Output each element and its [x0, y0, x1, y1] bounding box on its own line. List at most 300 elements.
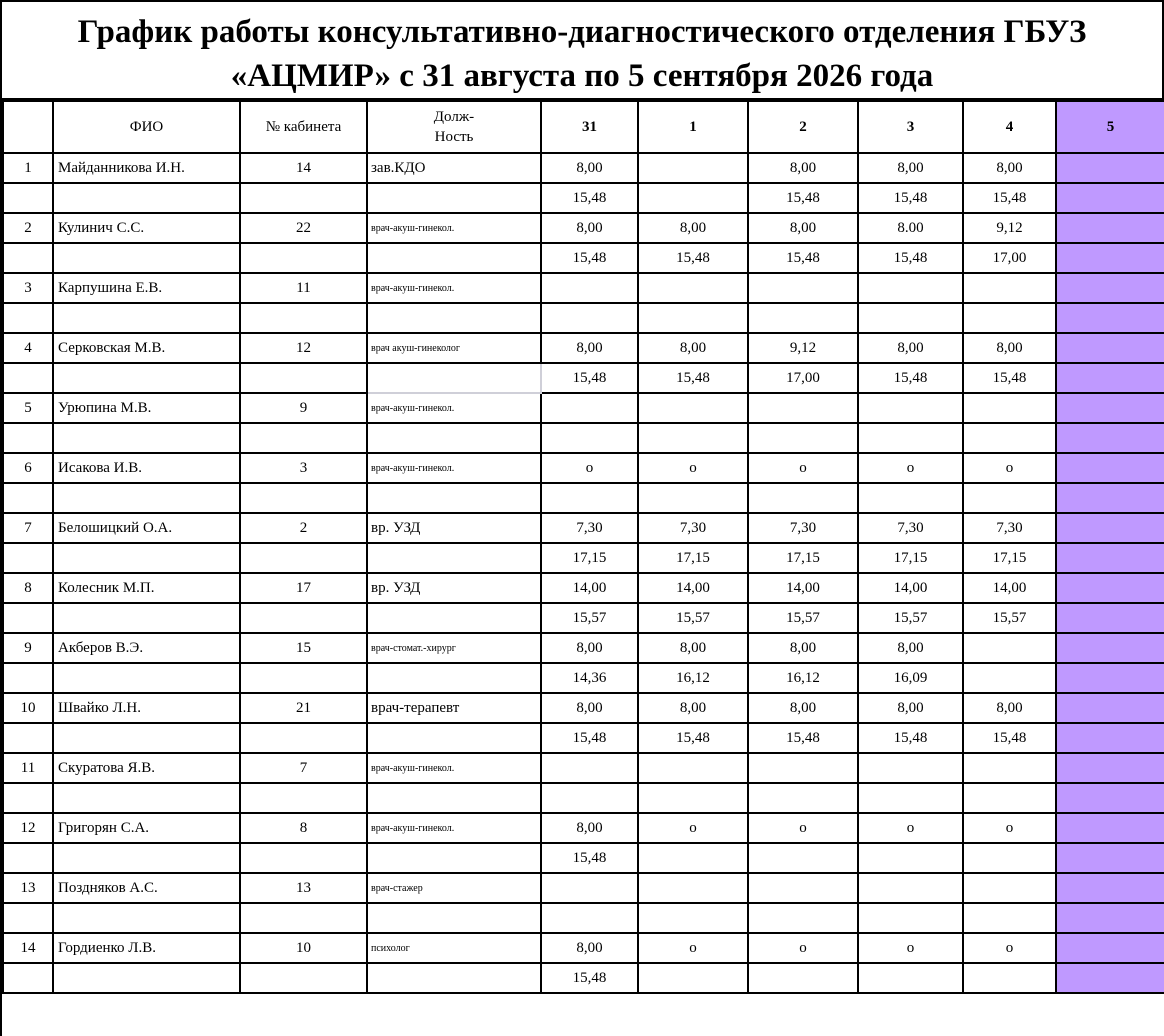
start-time-cell: о	[748, 453, 858, 483]
page-title	[2, 0, 1164, 100]
start-time-cell	[1056, 693, 1164, 723]
end-time-cell: 16,09	[858, 663, 963, 693]
start-time-cell: 14,00	[963, 573, 1056, 603]
room-number-blank	[240, 423, 367, 453]
table-row	[3, 873, 1164, 903]
staff-name-blank	[53, 663, 240, 693]
room-number: 12	[240, 333, 367, 363]
end-time-cell	[748, 483, 858, 513]
header-row	[3, 101, 1164, 153]
start-time-cell	[963, 393, 1056, 423]
table-row	[3, 303, 1164, 333]
row-number-blank	[3, 543, 53, 573]
table-row	[3, 573, 1164, 603]
end-time-cell: 15,48	[638, 723, 748, 753]
start-time-cell: о	[858, 453, 963, 483]
staff-name: Скуратова Я.В.	[53, 753, 240, 783]
room-number-blank	[240, 843, 367, 873]
start-time-cell	[1056, 333, 1164, 363]
header-room: № кабинета	[240, 101, 367, 153]
staff-position: врач-стомат.-хирург	[367, 633, 541, 663]
staff-name: Гордиенко Л.В.	[53, 933, 240, 963]
staff-position-blank	[367, 183, 541, 213]
row-number-blank	[3, 483, 53, 513]
end-time-cell	[1056, 483, 1164, 513]
staff-position: вр. УЗД	[367, 573, 541, 603]
table-row	[3, 153, 1164, 183]
start-time-cell: 8,00	[541, 333, 638, 363]
start-time-cell: 8,00	[858, 693, 963, 723]
end-time-cell	[858, 303, 963, 333]
start-time-cell: о	[963, 813, 1056, 843]
end-time-cell: 17,15	[541, 543, 638, 573]
start-time-cell	[963, 873, 1056, 903]
start-time-cell	[638, 273, 748, 303]
room-number-blank	[240, 723, 367, 753]
row-number-blank	[3, 243, 53, 273]
end-time-cell	[1056, 303, 1164, 333]
end-time-cell: 14,36	[541, 663, 638, 693]
table-row	[3, 813, 1164, 843]
room-number-blank	[240, 783, 367, 813]
end-time-cell	[638, 423, 748, 453]
start-time-cell: 8,00	[748, 693, 858, 723]
start-time-cell: 8,00	[748, 633, 858, 663]
end-time-cell	[638, 303, 748, 333]
end-time-cell	[963, 783, 1056, 813]
start-time-cell	[1056, 513, 1164, 543]
staff-name-blank	[53, 243, 240, 273]
end-time-cell: 17,15	[748, 543, 858, 573]
staff-position-blank	[367, 783, 541, 813]
staff-name-blank	[53, 903, 240, 933]
start-time-cell	[541, 753, 638, 783]
start-time-cell	[1056, 273, 1164, 303]
start-time-cell: о	[541, 453, 638, 483]
staff-position-blank	[367, 483, 541, 513]
table-row	[3, 273, 1164, 303]
room-number: 17	[240, 573, 367, 603]
start-time-cell: 14,00	[541, 573, 638, 603]
staff-position: врач-акуш-гинекол.	[367, 753, 541, 783]
end-time-cell	[638, 783, 748, 813]
room-number: 22	[240, 213, 367, 243]
start-time-cell: 8,00	[541, 693, 638, 723]
end-time-cell: 15,48	[541, 723, 638, 753]
table-row	[3, 963, 1164, 993]
table-row	[3, 843, 1164, 873]
start-time-cell: 7,30	[858, 513, 963, 543]
staff-position-blank	[367, 963, 541, 993]
start-time-cell: о	[748, 933, 858, 963]
start-time-cell: 8,00	[541, 153, 638, 183]
row-number-blank	[3, 603, 53, 633]
staff-name: Карпушина Е.В.	[53, 273, 240, 303]
table-row	[3, 633, 1164, 663]
title-line-2: «АЦМИР» с 31 августа по 5 сентября 2026 года	[230, 58, 934, 94]
staff-position-blank	[367, 603, 541, 633]
end-time-cell: 17,00	[748, 363, 858, 393]
header-day: 2	[748, 101, 858, 153]
staff-name-blank	[53, 483, 240, 513]
end-time-cell	[638, 483, 748, 513]
room-number: 11	[240, 273, 367, 303]
row-number-blank	[3, 903, 53, 933]
end-time-cell	[638, 903, 748, 933]
end-time-cell	[1056, 603, 1164, 633]
end-time-cell	[963, 843, 1056, 873]
staff-position-blank	[367, 303, 541, 333]
table-row	[3, 783, 1164, 813]
start-time-cell: 8,00	[858, 633, 963, 663]
end-time-cell	[858, 423, 963, 453]
start-time-cell: 8,00	[858, 333, 963, 363]
room-number-blank	[240, 363, 367, 393]
end-time-cell	[748, 963, 858, 993]
staff-position: врач-акуш-гинекол.	[367, 453, 541, 483]
staff-name-blank	[53, 303, 240, 333]
staff-position: психолог	[367, 933, 541, 963]
staff-position-blank	[367, 843, 541, 873]
room-number-blank	[240, 543, 367, 573]
end-time-cell	[1056, 363, 1164, 393]
row-number: 6	[3, 453, 53, 483]
title-line-1: График работы консультативно-диагностического отделения ГБУЗ	[77, 14, 1087, 50]
start-time-cell: 8,00	[963, 693, 1056, 723]
row-number: 4	[3, 333, 53, 363]
header-position-line-2: Ность	[434, 129, 474, 145]
header-day: 31	[541, 101, 638, 153]
start-time-cell	[541, 873, 638, 903]
start-time-cell: 8,00	[541, 213, 638, 243]
end-time-cell	[748, 423, 858, 453]
end-time-cell	[1056, 663, 1164, 693]
start-time-cell: о	[638, 453, 748, 483]
end-time-cell: 15,57	[748, 603, 858, 633]
start-time-cell	[858, 873, 963, 903]
staff-name: Григорян С.А.	[53, 813, 240, 843]
end-time-cell	[1056, 783, 1164, 813]
end-time-cell	[1056, 723, 1164, 753]
header-day: 4	[963, 101, 1056, 153]
table-row	[3, 333, 1164, 363]
start-time-cell: 8,00	[638, 333, 748, 363]
end-time-cell: 16,12	[638, 663, 748, 693]
start-time-cell: 8,00	[541, 813, 638, 843]
staff-name-blank	[53, 543, 240, 573]
start-time-cell	[1056, 153, 1164, 183]
start-time-cell: о	[963, 933, 1056, 963]
start-time-cell: о	[638, 933, 748, 963]
start-time-cell: 8,00	[638, 213, 748, 243]
end-time-cell: 15,48	[748, 183, 858, 213]
table-row	[3, 663, 1164, 693]
header-num	[3, 101, 53, 153]
row-number-blank	[3, 963, 53, 993]
end-time-cell	[638, 843, 748, 873]
staff-name-blank	[53, 963, 240, 993]
start-time-cell: 8,00	[748, 153, 858, 183]
start-time-cell	[748, 753, 858, 783]
end-time-cell: 17,15	[638, 543, 748, 573]
room-number-blank	[240, 243, 367, 273]
start-time-cell: 8,00	[638, 633, 748, 663]
end-time-cell: 15,48	[541, 843, 638, 873]
room-number: 10	[240, 933, 367, 963]
start-time-cell: 8,00	[541, 633, 638, 663]
end-time-cell	[858, 843, 963, 873]
end-time-cell: 15,48	[858, 723, 963, 753]
end-time-cell	[858, 903, 963, 933]
row-number: 2	[3, 213, 53, 243]
row-number: 5	[3, 393, 53, 423]
start-time-cell: 8,00	[858, 153, 963, 183]
staff-position-blank	[367, 363, 541, 393]
end-time-cell: 15,48	[963, 183, 1056, 213]
start-time-cell: 8.00	[858, 213, 963, 243]
room-number: 9	[240, 393, 367, 423]
start-time-cell	[638, 153, 748, 183]
staff-position: врач-акуш-гинекол.	[367, 813, 541, 843]
staff-position: врач-акуш-гинекол.	[367, 393, 541, 423]
staff-name-blank	[53, 423, 240, 453]
row-number-blank	[3, 183, 53, 213]
start-time-cell: 14,00	[858, 573, 963, 603]
end-time-cell	[638, 963, 748, 993]
end-time-cell: 16,12	[748, 663, 858, 693]
start-time-cell	[1056, 633, 1164, 663]
start-time-cell: 14,00	[638, 573, 748, 603]
end-time-cell	[1056, 243, 1164, 273]
end-time-cell	[1056, 903, 1164, 933]
staff-position-blank	[367, 543, 541, 573]
table-row	[3, 243, 1164, 273]
staff-name: Поздняков А.С.	[53, 873, 240, 903]
end-time-cell	[1056, 963, 1164, 993]
end-time-cell	[638, 183, 748, 213]
room-number: 13	[240, 873, 367, 903]
end-time-cell: 15,48	[638, 363, 748, 393]
start-time-cell	[963, 633, 1056, 663]
end-time-cell: 15,48	[541, 363, 638, 393]
room-number: 3	[240, 453, 367, 483]
row-number-blank	[3, 663, 53, 693]
end-time-cell: 15,48	[541, 963, 638, 993]
end-time-cell	[1056, 543, 1164, 573]
start-time-cell	[1056, 813, 1164, 843]
start-time-cell: 9,12	[963, 213, 1056, 243]
table-row	[3, 393, 1164, 423]
header-position	[367, 101, 541, 153]
table-row	[3, 753, 1164, 783]
end-time-cell: 17,15	[858, 543, 963, 573]
room-number-blank	[240, 183, 367, 213]
end-time-cell: 15,57	[541, 603, 638, 633]
room-number: 15	[240, 633, 367, 663]
staff-name-blank	[53, 183, 240, 213]
table-row	[3, 483, 1164, 513]
start-time-cell	[1056, 393, 1164, 423]
end-time-cell: 15,48	[858, 243, 963, 273]
start-time-cell	[638, 873, 748, 903]
end-time-cell: 15,48	[541, 243, 638, 273]
row-number: 7	[3, 513, 53, 543]
start-time-cell: 7,30	[638, 513, 748, 543]
table-row	[3, 213, 1164, 243]
start-time-cell: о	[638, 813, 748, 843]
row-number-blank	[3, 363, 53, 393]
staff-position: вр. УЗД	[367, 513, 541, 543]
room-number-blank	[240, 663, 367, 693]
start-time-cell	[858, 393, 963, 423]
room-number: 21	[240, 693, 367, 723]
start-time-cell	[1056, 873, 1164, 903]
end-time-cell	[963, 483, 1056, 513]
table-row	[3, 543, 1164, 573]
end-time-cell	[963, 903, 1056, 933]
start-time-cell	[638, 393, 748, 423]
start-time-cell: о	[858, 933, 963, 963]
end-time-cell	[858, 963, 963, 993]
staff-name-blank	[53, 363, 240, 393]
start-time-cell: 9,12	[748, 333, 858, 363]
room-number-blank	[240, 303, 367, 333]
staff-name-blank	[53, 603, 240, 633]
table-row	[3, 423, 1164, 453]
staff-position: врач акуш-гинеколог	[367, 333, 541, 363]
end-time-cell	[748, 303, 858, 333]
end-time-cell	[963, 303, 1056, 333]
table-row	[3, 603, 1164, 633]
end-time-cell	[963, 963, 1056, 993]
end-time-cell: 15,57	[858, 603, 963, 633]
staff-position: врач-акуш-гинекол.	[367, 273, 541, 303]
row-number-blank	[3, 423, 53, 453]
end-time-cell	[963, 423, 1056, 453]
staff-position: врач-акуш-гинекол.	[367, 213, 541, 243]
staff-name: Серковская М.В.	[53, 333, 240, 363]
table-row	[3, 513, 1164, 543]
room-number-blank	[240, 903, 367, 933]
end-time-cell	[541, 423, 638, 453]
staff-position: врач-стажер	[367, 873, 541, 903]
start-time-cell: 7,30	[963, 513, 1056, 543]
row-number: 11	[3, 753, 53, 783]
start-time-cell	[1056, 213, 1164, 243]
end-time-cell: 15,48	[963, 363, 1056, 393]
start-time-cell: о	[748, 813, 858, 843]
start-time-cell	[748, 873, 858, 903]
header-day: 5	[1056, 101, 1164, 153]
row-number-blank	[3, 723, 53, 753]
room-number: 2	[240, 513, 367, 543]
table-row	[3, 363, 1164, 393]
end-time-cell	[858, 783, 963, 813]
start-time-cell	[1056, 753, 1164, 783]
end-time-cell: 15,57	[638, 603, 748, 633]
staff-name: Урюпина М.В.	[53, 393, 240, 423]
header-position-line-1: Долж-	[433, 109, 475, 125]
staff-name: Акберов В.Э.	[53, 633, 240, 663]
start-time-cell: 8,00	[638, 693, 748, 723]
header-day: 3	[858, 101, 963, 153]
end-time-cell	[541, 903, 638, 933]
row-number-blank	[3, 303, 53, 333]
start-time-cell: о	[858, 813, 963, 843]
staff-name: Майданникова И.Н.	[53, 153, 240, 183]
room-number-blank	[240, 603, 367, 633]
row-number: 14	[3, 933, 53, 963]
start-time-cell: 7,30	[541, 513, 638, 543]
room-number: 7	[240, 753, 367, 783]
start-time-cell	[963, 753, 1056, 783]
header-day: 1	[638, 101, 748, 153]
staff-name-blank	[53, 723, 240, 753]
schedule-table	[2, 100, 1164, 994]
row-number-blank	[3, 783, 53, 813]
room-number: 14	[240, 153, 367, 183]
header-name: ФИО	[53, 101, 240, 153]
end-time-cell: 15,48	[858, 363, 963, 393]
end-time-cell	[541, 303, 638, 333]
start-time-cell: 7,30	[748, 513, 858, 543]
staff-position-blank	[367, 243, 541, 273]
end-time-cell	[1056, 843, 1164, 873]
end-time-cell	[963, 663, 1056, 693]
table-row	[3, 903, 1164, 933]
start-time-cell: 14,00	[748, 573, 858, 603]
end-time-cell: 15,48	[748, 243, 858, 273]
end-time-cell	[541, 783, 638, 813]
staff-name: Колесник М.П.	[53, 573, 240, 603]
start-time-cell: 8,00	[748, 213, 858, 243]
start-time-cell	[858, 753, 963, 783]
start-time-cell	[541, 273, 638, 303]
end-time-cell: 15,48	[963, 723, 1056, 753]
start-time-cell	[748, 273, 858, 303]
staff-name: Швайко Л.Н.	[53, 693, 240, 723]
start-time-cell	[1056, 573, 1164, 603]
start-time-cell	[1056, 933, 1164, 963]
end-time-cell: 15,48	[541, 183, 638, 213]
room-number-blank	[240, 483, 367, 513]
start-time-cell: 8,00	[541, 933, 638, 963]
end-time-cell: 15,48	[748, 723, 858, 753]
start-time-cell	[1056, 453, 1164, 483]
staff-name: Белошицкий О.А.	[53, 513, 240, 543]
staff-position-blank	[367, 723, 541, 753]
end-time-cell	[1056, 183, 1164, 213]
start-time-cell: о	[963, 453, 1056, 483]
end-time-cell: 15,57	[963, 603, 1056, 633]
row-number: 9	[3, 633, 53, 663]
start-time-cell	[748, 393, 858, 423]
row-number: 12	[3, 813, 53, 843]
end-time-cell	[858, 483, 963, 513]
staff-name: Исакова И.В.	[53, 453, 240, 483]
row-number: 1	[3, 153, 53, 183]
row-number: 8	[3, 573, 53, 603]
staff-position-blank	[367, 903, 541, 933]
row-number: 3	[3, 273, 53, 303]
start-time-cell: 8,00	[963, 153, 1056, 183]
row-number: 10	[3, 693, 53, 723]
start-time-cell	[638, 753, 748, 783]
end-time-cell	[1056, 423, 1164, 453]
end-time-cell	[748, 903, 858, 933]
end-time-cell: 15,48	[638, 243, 748, 273]
end-time-cell	[541, 483, 638, 513]
